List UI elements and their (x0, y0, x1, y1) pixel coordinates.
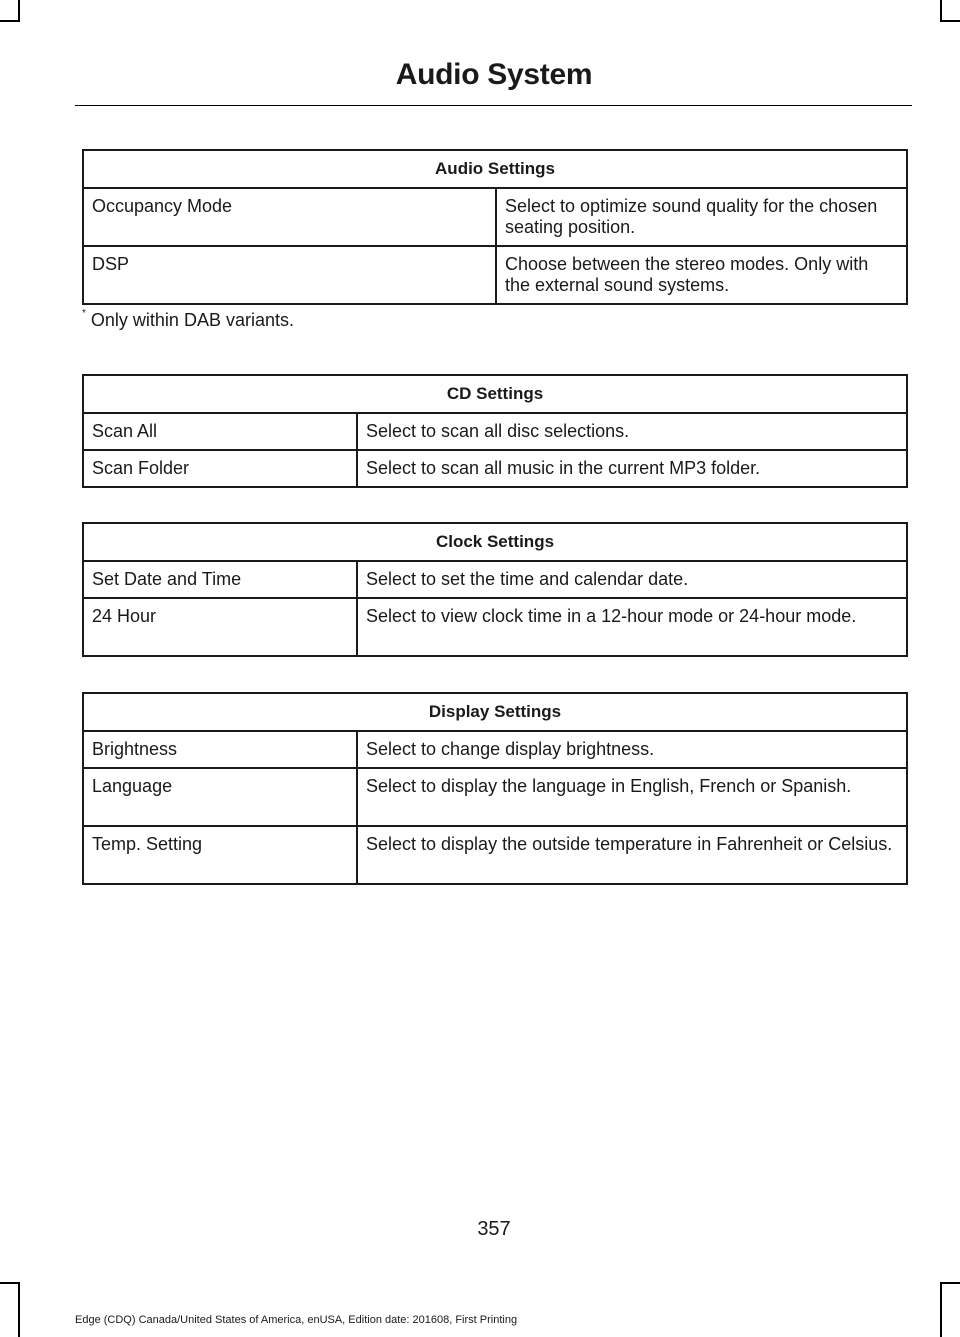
footnote-marker: * (82, 308, 86, 319)
table-row (83, 768, 907, 826)
setting-name: Set Date and Time (83, 561, 357, 598)
cd-settings-table (82, 374, 908, 488)
crop-mark-top-left (18, 0, 20, 22)
table-row (83, 450, 907, 487)
header-divider (75, 105, 912, 106)
table-row (83, 826, 907, 884)
audio-settings-table (82, 149, 908, 305)
crop-mark-top-right (940, 0, 942, 22)
display-settings-table (82, 692, 908, 885)
edition-line: Edge (CDQ) Canada/United States of America, enUSA, Edition date: 201608, First Printing (75, 1314, 518, 1326)
setting-name: 24 Hour (83, 598, 357, 656)
footnote (82, 310, 294, 331)
setting-name: Temp. Setting (83, 826, 357, 884)
setting-description: Select to change display brightness. (357, 731, 907, 768)
setting-description: Select to display the outside temperature in Fahrenheit or Celsius. (357, 826, 907, 884)
page-number: 357 (477, 1218, 511, 1240)
setting-name: DSP (83, 246, 496, 304)
page-title: Audio System (395, 58, 593, 91)
table-row (83, 413, 907, 450)
table-title: Audio Settings (83, 150, 907, 188)
setting-description: Choose between the stereo modes. Only with the external sound systems. (496, 246, 907, 304)
table-title: CD Settings (83, 375, 907, 413)
setting-name: Scan Folder (83, 450, 357, 487)
setting-description: Select to scan all disc selections. (357, 413, 907, 450)
crop-mark-bottom-left (18, 1282, 20, 1337)
table-row (83, 561, 907, 598)
table-title: Clock Settings (83, 523, 907, 561)
crop-mark-bottom-right-h (940, 1282, 960, 1284)
setting-description: Select to display the language in English, French or Spanish. (357, 768, 907, 826)
setting-description: Select to view clock time in a 12-hour mode or 24-hour mode. (357, 598, 907, 656)
setting-description: Select to scan all music in the current MP3 folder. (357, 450, 907, 487)
crop-mark-top-right-h (940, 20, 960, 22)
setting-description: Select to optimize sound quality for the chosen seating position. (496, 188, 907, 246)
table-title: Display Settings (83, 693, 907, 731)
setting-name: Brightness (83, 731, 357, 768)
crop-mark-top-left-h (0, 20, 20, 22)
table-row (83, 246, 907, 304)
crop-mark-bottom-left-h (0, 1282, 20, 1284)
crop-mark-bottom-right (940, 1282, 942, 1337)
clock-settings-table (82, 522, 908, 657)
table-row (83, 731, 907, 768)
table-row (83, 598, 907, 656)
footnote-text: Only within DAB variants. (85, 310, 294, 330)
setting-description: Select to set the time and calendar date. (357, 561, 907, 598)
table-row (83, 188, 907, 246)
setting-name: Occupancy Mode (83, 188, 496, 246)
setting-name: Scan All (83, 413, 357, 450)
setting-name: Language (83, 768, 357, 826)
